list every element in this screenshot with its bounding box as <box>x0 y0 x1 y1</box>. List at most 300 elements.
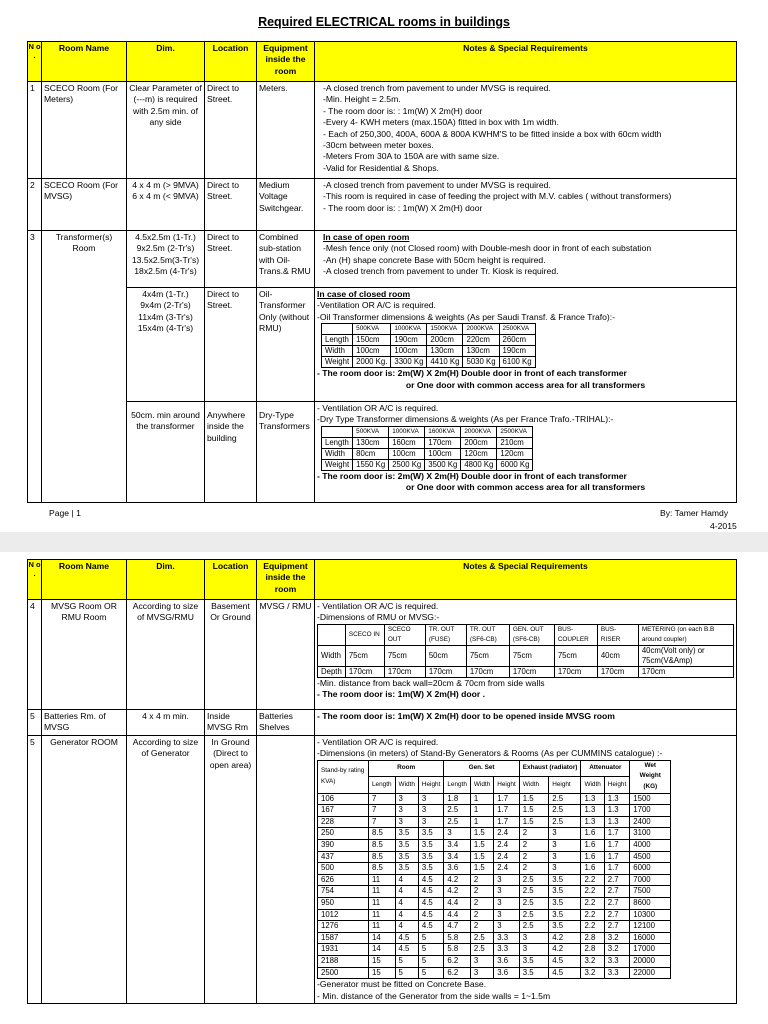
table-cell: 4.5 <box>418 886 443 898</box>
table-cell: 1.5 <box>519 805 548 817</box>
room-equipment: MVSG / RMU <box>257 600 315 710</box>
table-cell: 3.5 <box>418 839 443 851</box>
table-cell: 3.5 <box>549 874 581 886</box>
note-line: -This room is required in case of feeding the project with M.V. cables ( without transformers) <box>323 191 672 202</box>
table-cell: 100cm <box>389 448 425 459</box>
table-cell: 40cm <box>597 645 638 666</box>
table-cell: 2.5 <box>549 805 581 817</box>
table-cell: 2 <box>519 863 548 875</box>
table-cell: 4.2 <box>444 886 471 898</box>
room-location: Anywhere inside the building <box>205 402 257 503</box>
table-cell: 100cm <box>391 346 427 357</box>
table-cell: 7 <box>369 805 396 817</box>
note-line: -Meters From 30A to 150A are with same size. <box>323 151 500 162</box>
table-cell: 170cm <box>554 666 597 677</box>
room-dim: According to size of MVSG/RMU <box>127 600 205 710</box>
table-cell: 1012 <box>318 909 369 921</box>
table-cell: 210cm <box>497 437 533 448</box>
header-no: N o . <box>28 42 42 82</box>
note-line: -A closed trench from pavement to under MVSG is required. <box>323 83 551 93</box>
dim-line: 4.5x2.5m (1-Tr.) <box>135 232 196 242</box>
table-cell: 2.5 <box>470 932 493 944</box>
table-cell: 1.3 <box>604 816 629 828</box>
table-cell: 8.5 <box>369 839 396 851</box>
table-cell: 754 <box>318 886 369 898</box>
table-cell: 3 <box>418 816 443 828</box>
table-cell: 4 <box>395 921 418 933</box>
table-cell: 167 <box>318 805 369 817</box>
table-cell: 1.7 <box>604 851 629 863</box>
table-cell: 1.5 <box>470 851 493 863</box>
table-cell: 3 <box>395 793 418 805</box>
table-cell: 200cm <box>461 437 497 448</box>
note-line: -Min. Height = 2.5m. <box>323 94 401 105</box>
table-cell: 7000 <box>630 874 671 886</box>
table-cell: 1.6 <box>581 851 604 863</box>
table-cell: Length <box>369 777 396 793</box>
table-cell: 3 <box>494 886 519 898</box>
table-cell: 8.5 <box>369 828 396 840</box>
room-equipment: Medium Voltage Switchgear. <box>257 179 315 231</box>
table-cell: 4800 Kg <box>461 459 497 470</box>
table-cell: Height <box>418 777 443 793</box>
table-cell: 4.5 <box>418 921 443 933</box>
room-dim: 4 x 4 m (> 9MVA) 6 x 4 m (< 9MVA) <box>127 179 205 231</box>
table-cell: Length <box>322 335 353 346</box>
note-line: - The room door is: : 1m(W) X 2m(H) door <box>323 202 483 213</box>
table-cell: 170cm <box>345 666 384 677</box>
header-equipment: Equipment inside the room <box>257 560 315 600</box>
room-name: SCECO Room (For Meters) <box>42 82 127 179</box>
table-row <box>318 944 671 956</box>
room-dim: 4 x 4 m min. <box>127 710 205 736</box>
table-cell: BUS-COUPLER <box>554 624 597 645</box>
table-cell: 4.5 <box>395 932 418 944</box>
table-cell: 4.2 <box>549 944 581 956</box>
table-cell: 50cm <box>425 645 466 666</box>
note-line: - Ventilation OR A/C is required. <box>317 601 439 611</box>
note-line: -A closed trench from pavement to under MVSG is required. <box>323 180 551 190</box>
table-cell: 1.5 <box>519 793 548 805</box>
dim-line: 4x4m (1-Tr.) <box>142 289 189 299</box>
room-location: In Ground (Direct to open area) <box>205 736 257 1004</box>
row-number: 5 <box>28 710 42 736</box>
table-cell: 1.5 <box>470 863 493 875</box>
table-row <box>318 886 671 898</box>
table-cell: 120cm <box>461 448 497 459</box>
table-cell: 1000KVA <box>389 426 425 437</box>
table-cell: 130cm <box>463 346 499 357</box>
table-cell: 170cm <box>638 666 733 677</box>
table-cell: 3.5 <box>395 851 418 863</box>
table-cell: 2 <box>519 851 548 863</box>
table-cell: 2.7 <box>604 897 629 909</box>
author: By: Tamer Hamdy <box>660 508 729 518</box>
note-line: -Every 4- KWH meters (max.150A) fitted in box with 1m width. <box>323 117 559 128</box>
table-cell: 2 <box>519 828 548 840</box>
rmu-dimension-table <box>317 624 734 678</box>
note-line: -Mesh fence only (not Closed room) with Double-mesh door in front of each substation <box>323 243 652 254</box>
generator-table <box>317 760 671 979</box>
table-cell: 2.4 <box>494 839 519 851</box>
row-number: 5 <box>28 736 42 1004</box>
table-cell: 2.2 <box>581 921 604 933</box>
table-row <box>28 402 737 503</box>
room-name: Batteries Rm. of MVSG <box>42 710 127 736</box>
table-cell: 2 <box>470 909 493 921</box>
room-equipment: Batteries Shelves <box>257 710 315 736</box>
table-row <box>318 897 671 909</box>
table-cell: 1.6 <box>581 828 604 840</box>
table-cell: 4.5 <box>549 967 581 979</box>
table-cell: 2188 <box>318 955 369 967</box>
table-cell: 260cm <box>499 335 535 346</box>
table-cell: 7 <box>369 793 396 805</box>
room-dim: Clear Parameter of (---m) is required with 2.5m min. of any side <box>127 82 205 179</box>
table-cell: 2500 Kg <box>389 459 425 470</box>
table-cell: Length <box>322 437 353 448</box>
table-row <box>28 736 737 1004</box>
table-cell: Weight <box>322 357 353 368</box>
note-line: -Dimensions of RMU or MVSG:- <box>317 612 440 623</box>
table-cell: 4.4 <box>444 897 471 909</box>
table-cell: 170cm <box>597 666 638 677</box>
table-row <box>318 874 671 886</box>
room-dim: 50cm. min around the transformer <box>127 402 205 503</box>
table-cell: 2.5 <box>549 816 581 828</box>
table-cell: 8600 <box>630 897 671 909</box>
table-cell: 3.6 <box>444 863 471 875</box>
note-line: -Dimensions (in meters) of Stand-By Generators & Rooms (As per CUMMINS catalogue) :- <box>317 748 663 759</box>
table-cell: 6000 Kg <box>497 459 533 470</box>
room-notes <box>315 600 737 710</box>
note-line: -Generator must be fitted on Concrete Base. <box>317 979 487 990</box>
table-cell: 3.3 <box>604 955 629 967</box>
page-separator <box>0 532 768 552</box>
oil-transformer-table <box>321 323 536 368</box>
table-cell: 5.8 <box>444 944 471 956</box>
table-cell: 3100 <box>630 828 671 840</box>
table-cell: 8.5 <box>369 863 396 875</box>
table-cell: 3.5 <box>395 839 418 851</box>
header-location: Location <box>205 560 257 600</box>
table-cell: 2400 <box>630 816 671 828</box>
table-cell: 1 <box>470 805 493 817</box>
table-cell: 1 <box>470 793 493 805</box>
table-cell: 2.8 <box>581 932 604 944</box>
date: 4-2015 <box>710 521 737 531</box>
table-row <box>318 805 671 817</box>
table-cell: 1.7 <box>494 816 519 828</box>
table-row <box>318 932 671 944</box>
table-cell: 1.7 <box>604 839 629 851</box>
table-cell: 4.2 <box>444 874 471 886</box>
table-cell: 390 <box>318 839 369 851</box>
note-line: - Ventilation OR A/C is required. <box>317 403 439 413</box>
table-cell: 4.5 <box>549 955 581 967</box>
table-cell: 4.5 <box>418 897 443 909</box>
table-cell: 1.3 <box>604 793 629 805</box>
table-cell: 220cm <box>463 335 499 346</box>
table-cell: 3.2 <box>581 955 604 967</box>
table-cell: 437 <box>318 851 369 863</box>
table-cell: Stand-by rating KVA) <box>318 760 369 793</box>
table-cell: GEN. OUT (SF6-CB) <box>509 624 554 645</box>
table-cell: 170cm <box>466 666 509 677</box>
table-cell: 4 <box>395 897 418 909</box>
table-cell: 1.7 <box>494 793 519 805</box>
room-equipment <box>257 736 315 1004</box>
table-cell: 170cm <box>384 666 425 677</box>
table-cell: 106 <box>318 793 369 805</box>
table-cell: 1276 <box>318 921 369 933</box>
table-cell: 1.7 <box>604 863 629 875</box>
note-line: -A closed trench from pavement to under Tr. Kiosk is required. <box>323 266 559 277</box>
table-cell: 75cm <box>345 645 384 666</box>
table-cell: BUS-RISER <box>597 624 638 645</box>
table-cell: 4.2 <box>549 932 581 944</box>
table-cell: 2.2 <box>581 874 604 886</box>
table-cell: 1600KVA <box>425 426 461 437</box>
room-location: Inside MVSG Rm <box>205 710 257 736</box>
table-cell: METERING (on each B.B around coupler) <box>638 624 733 645</box>
table-row <box>318 828 671 840</box>
table-cell: 2 <box>519 839 548 851</box>
table-cell: 1 <box>470 816 493 828</box>
note-line: - Each of 250,300, 400A, 600A & 800A KWHM'S to be fitted inside a box with 60cm width <box>323 128 662 139</box>
room-notes <box>315 288 737 402</box>
table-cell: 130cm <box>353 437 389 448</box>
row-number: 1 <box>28 82 42 179</box>
table-row <box>318 909 671 921</box>
table-cell: 1.3 <box>581 805 604 817</box>
table-row <box>318 967 671 979</box>
table-row <box>28 231 737 288</box>
table-cell: 1.7 <box>494 805 519 817</box>
table-cell: 1.6 <box>581 863 604 875</box>
table-cell: 3 <box>549 851 581 863</box>
table-row <box>318 955 671 967</box>
table-cell: 6.2 <box>444 955 471 967</box>
table-row <box>28 600 737 710</box>
table-cell: Wet Weight (KG) <box>630 760 671 793</box>
header-location: Location <box>205 42 257 82</box>
room-dim <box>127 231 205 288</box>
table-cell: 250 <box>318 828 369 840</box>
table-cell: 4.5 <box>418 874 443 886</box>
table-cell: 3 <box>494 921 519 933</box>
table-cell: 160cm <box>389 437 425 448</box>
table-cell: 2.7 <box>604 921 629 933</box>
table-cell: 3 <box>470 967 493 979</box>
table-cell: 22000 <box>630 967 671 979</box>
table-cell: Height <box>549 777 581 793</box>
table-cell: 3 <box>519 944 548 956</box>
header-room-name: Room Name <box>42 42 127 82</box>
note-door: - The room door is: 2m(W) X 2m(H) Double door in front of each transformer <box>317 470 627 481</box>
table-cell: 190cm <box>499 346 535 357</box>
table-cell: 1.5 <box>470 839 493 851</box>
table-cell: 3 <box>519 932 548 944</box>
note-line: - Ventilation OR A/C is required. <box>317 737 439 747</box>
table-cell: 2 <box>470 897 493 909</box>
table-cell: Weight <box>322 459 353 470</box>
table-cell: Depth <box>318 666 346 677</box>
header-notes: Notes & Special Requirements <box>315 560 737 600</box>
table-cell: 1.6 <box>581 839 604 851</box>
table-cell: 8.5 <box>369 851 396 863</box>
header-room-name: Room Name <box>42 560 127 600</box>
table-cell: 2.7 <box>604 874 629 886</box>
room-notes <box>315 82 737 179</box>
table-cell: 1.5 <box>470 828 493 840</box>
table-cell: 2 <box>470 886 493 898</box>
rooms-table-page-2 <box>27 559 737 1004</box>
table-cell: Length <box>444 777 471 793</box>
table-cell: 3300 Kg <box>391 357 427 368</box>
table-cell: 100cm <box>425 448 461 459</box>
table-cell: 2.5 <box>519 886 548 898</box>
note-line: -Oil Transformer dimensions & weights (As per Saudi Transf. & France Trafo):- <box>317 311 616 322</box>
table-cell: 5 <box>418 967 443 979</box>
table-cell: 12100 <box>630 921 671 933</box>
table-cell: 2000KVA <box>461 426 497 437</box>
room-location: Direct to Street. <box>205 82 257 179</box>
table-cell: 5 <box>395 955 418 967</box>
table-cell: 80cm <box>353 448 389 459</box>
note-door: - The room door is: 1m(W) X 2m(H) door . <box>317 689 486 700</box>
table-cell: 5 <box>395 967 418 979</box>
table-cell: 500 <box>318 863 369 875</box>
room-notes <box>315 231 737 288</box>
room-notes: - The room door is: 1m(W) X 2m(H) door to be opened inside MVSG room <box>315 710 737 736</box>
table-cell: 3 <box>444 828 471 840</box>
table-cell: 1550 Kg <box>353 459 389 470</box>
table-row <box>28 82 737 179</box>
table-cell: 3.5 <box>549 886 581 898</box>
table-cell: 1.7 <box>604 828 629 840</box>
table-cell: Width <box>581 777 604 793</box>
table-cell: 15 <box>369 967 396 979</box>
room-location: Direct to Street. <box>205 288 257 402</box>
table-cell: SCECO OUT <box>384 624 425 645</box>
table-cell: 5 <box>418 944 443 956</box>
table-cell: 6100 Kg <box>499 357 535 368</box>
table-cell: 11 <box>369 874 396 886</box>
table-cell: Height <box>494 777 519 793</box>
table-cell: 2 <box>470 921 493 933</box>
room-name: Transformer(s) Room <box>42 231 127 503</box>
table-cell: 20000 <box>630 955 671 967</box>
table-cell: 2.5 <box>549 793 581 805</box>
table-cell: Attenuator <box>581 760 630 776</box>
table-cell: 5 <box>418 932 443 944</box>
table-cell: 2.4 <box>494 851 519 863</box>
table-cell: 4000 <box>630 839 671 851</box>
table-cell: 3 <box>395 816 418 828</box>
table-cell: 6000 <box>630 863 671 875</box>
table-cell: 170cm <box>509 666 554 677</box>
header-no: N o . <box>28 560 42 600</box>
table-cell: 3.6 <box>494 967 519 979</box>
table-cell: 170cm <box>425 666 466 677</box>
row-number: 2 <box>28 179 42 231</box>
dim-line: 13.5x2.5m(3-Tr's) <box>131 254 200 265</box>
table-cell: 3.5 <box>519 967 548 979</box>
table-cell: 1.8 <box>444 793 471 805</box>
table-cell: 150cm <box>353 335 391 346</box>
note-line: -Ventilation OR A/C is required. <box>317 300 436 311</box>
table-cell: 11 <box>369 897 396 909</box>
dim-line: 11x4m (3-Tr's) <box>138 311 193 322</box>
table-cell: 4.7 <box>444 921 471 933</box>
table-cell: 3.5 <box>549 909 581 921</box>
table-cell: 11 <box>369 886 396 898</box>
table-cell: 120cm <box>497 448 533 459</box>
table-cell: 1.5 <box>519 816 548 828</box>
table-cell: 75cm <box>509 645 554 666</box>
table-cell: 3 <box>418 805 443 817</box>
table-cell: 3.3 <box>494 944 519 956</box>
table-row <box>318 793 671 805</box>
table-cell: 2.8 <box>581 944 604 956</box>
room-equipment: Dry-Type Transformers <box>257 402 315 503</box>
table-cell: 500KVA <box>353 324 391 335</box>
table-cell: 200cm <box>427 335 463 346</box>
header-equipment: Equipment inside the room <box>257 42 315 82</box>
document-title: Required ELECTRICAL rooms in buildings <box>258 15 510 29</box>
table-cell: 11 <box>369 921 396 933</box>
table-cell: 626 <box>318 874 369 886</box>
note-door: or One door with common access area for all transformers <box>405 482 646 493</box>
table-cell: 3.5 <box>418 863 443 875</box>
table-cell: 2.5 <box>519 897 548 909</box>
table-cell: 5 <box>418 955 443 967</box>
table-cell: 2.7 <box>604 886 629 898</box>
table-cell: 3 <box>418 793 443 805</box>
dim-line: 15x4m (4-Tr's) <box>137 323 194 334</box>
table-cell: 2.4 <box>494 828 519 840</box>
table-cell: 3 <box>494 897 519 909</box>
table-cell: 3 <box>494 874 519 886</box>
table-cell: 75cm <box>554 645 597 666</box>
table-cell: Gen. Set <box>444 760 519 776</box>
room-location: Basement Or Ground <box>205 600 257 710</box>
table-cell: Exhaust (radiator) <box>519 760 581 776</box>
table-cell: 3 <box>470 955 493 967</box>
table-cell: 170cm <box>425 437 461 448</box>
room-location: Direct to Street. <box>205 231 257 288</box>
table-cell: 16000 <box>630 932 671 944</box>
table-cell: 3.5 <box>395 828 418 840</box>
table-cell: 1000KVA <box>391 324 427 335</box>
table-cell: 40cm(Volt only) or 75cm(V&Amp) <box>638 645 733 666</box>
table-cell: 2.5 <box>444 816 471 828</box>
table-cell: 3 <box>395 805 418 817</box>
table-cell: 3.2 <box>604 944 629 956</box>
table-cell: 1.3 <box>581 793 604 805</box>
table-cell: 3.5 <box>418 851 443 863</box>
dim-line: 18x2.5m (4-Tr's) <box>134 266 197 277</box>
room-equipment: Combined sub-station with Oil-Trans.& RMU <box>257 231 315 288</box>
table-cell: 4.4 <box>444 909 471 921</box>
table-cell: 950 <box>318 897 369 909</box>
table-cell: 3.5 <box>519 955 548 967</box>
table-cell: 3.3 <box>604 967 629 979</box>
table-cell: 15 <box>369 955 396 967</box>
table-cell: Width <box>322 448 353 459</box>
table-cell: 3.4 <box>444 851 471 863</box>
